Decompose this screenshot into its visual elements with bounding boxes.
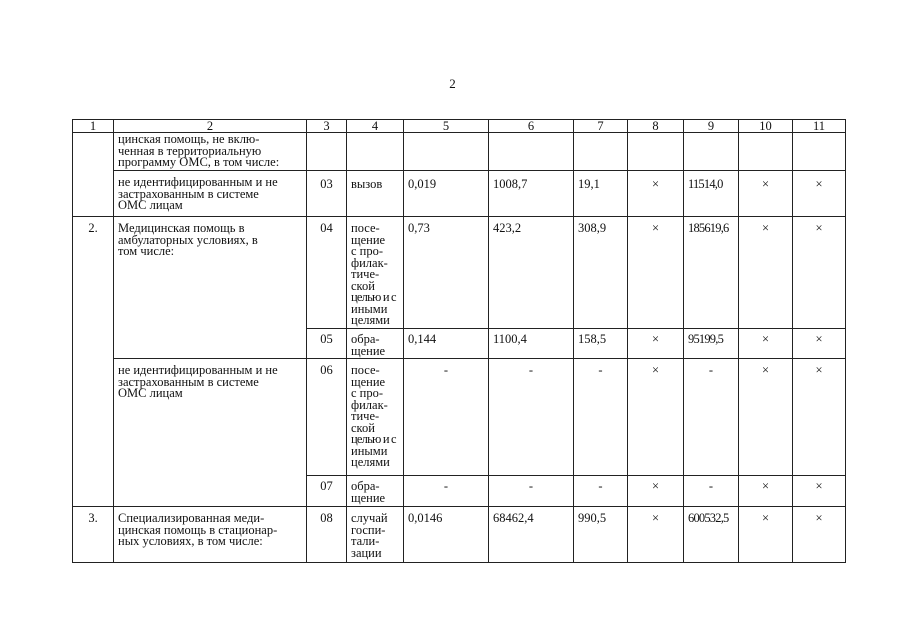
code-cell: 08 — [307, 507, 347, 563]
text-line: ской — [351, 278, 375, 293]
cell: 95199,5 — [684, 329, 739, 359]
header-cell: 5 — [404, 120, 489, 133]
cell: × — [628, 507, 684, 563]
text-line: застрахованным в системе — [118, 186, 259, 201]
text-line: посе- — [351, 363, 380, 377]
cell: 600532,5 — [684, 507, 739, 563]
cell: - — [489, 476, 574, 507]
cell — [404, 133, 489, 171]
cell — [307, 133, 347, 171]
row-number-cell: 3. — [73, 507, 114, 563]
text-line: не идентифицированным и не — [118, 363, 278, 377]
text-line: цинская помощь в стационар- — [118, 522, 278, 537]
text-line: щение — [351, 232, 386, 247]
header-cell: 11 — [793, 120, 846, 133]
text-line: том числе: — [118, 244, 175, 258]
cell: × — [739, 476, 793, 507]
text-line: с про- — [351, 244, 384, 258]
cell: 158,5 — [574, 329, 628, 359]
cell: - — [684, 476, 739, 507]
unit-cell — [347, 507, 404, 563]
header-cell: 9 — [684, 120, 739, 133]
text-line: ской — [351, 420, 375, 435]
text-line: обра- — [351, 332, 380, 346]
row-number-cell: 2. — [73, 217, 114, 507]
text-line: целями — [351, 455, 390, 469]
header-cell: 2 — [114, 120, 307, 133]
code-cell: 06 — [307, 359, 347, 476]
unit-cell — [347, 359, 404, 476]
text-line: цинская помощь, не вклю- — [118, 132, 260, 146]
code-cell: 04 — [307, 217, 347, 329]
text-line: программу ОМС, в том числе: — [118, 155, 280, 169]
text-line: с про- — [351, 386, 384, 400]
header-cell: 7 — [574, 120, 628, 133]
code-cell: 03 — [307, 171, 347, 217]
row-name-cell — [114, 133, 307, 171]
unit-cell — [347, 329, 404, 359]
header-cell: 8 — [628, 120, 684, 133]
text-line: амбулаторных условиях, в — [118, 232, 258, 247]
cell: 0,0146 — [404, 507, 489, 563]
table-row — [73, 171, 846, 217]
text-line: иными — [351, 301, 388, 316]
cell — [628, 133, 684, 171]
text-line: ОМС лицам — [118, 386, 183, 400]
text-line: Специализированная меди- — [118, 511, 265, 525]
cell: 0,73 — [404, 217, 489, 329]
text-line: госпи- — [351, 522, 386, 537]
text-line: посе- — [351, 221, 380, 235]
cell — [347, 133, 404, 171]
cell: 1100,4 — [489, 329, 574, 359]
cell — [684, 133, 739, 171]
cell: × — [793, 217, 846, 329]
cell — [739, 133, 793, 171]
table-row — [73, 133, 846, 171]
cell: 19,1 — [574, 171, 628, 217]
cell — [574, 133, 628, 171]
cell — [489, 133, 574, 171]
cell: × — [739, 171, 793, 217]
column-number-row — [73, 120, 846, 133]
row-name-cell — [114, 217, 307, 359]
text-line: зации — [351, 545, 382, 560]
text-line: застрахованным в системе — [118, 374, 259, 389]
cell: 990,5 — [574, 507, 628, 563]
cell: 185619,6 — [684, 217, 739, 329]
cell: × — [628, 476, 684, 507]
text-line: ОМС лицам — [118, 198, 183, 212]
text-line: филак- — [351, 397, 388, 412]
unit-cell — [347, 217, 404, 329]
cell: 11514,0 — [684, 171, 739, 217]
text-line: иными — [351, 443, 388, 458]
text-line: Медицинская помощь в — [118, 221, 245, 235]
text-line: целями — [351, 313, 390, 327]
code-cell: 07 — [307, 476, 347, 507]
text-line: тали- — [351, 534, 380, 548]
cell: - — [404, 359, 489, 476]
cell: × — [793, 507, 846, 563]
code-cell: 05 — [307, 329, 347, 359]
unit-cell — [347, 171, 404, 217]
cell: 0,144 — [404, 329, 489, 359]
text-line: обра- — [351, 479, 380, 493]
cell: × — [628, 359, 684, 476]
cell: × — [793, 476, 846, 507]
page-number: 2 — [449, 76, 456, 91]
text-line: тиче- — [351, 267, 380, 281]
unit-cell — [347, 476, 404, 507]
text-line: случай — [351, 511, 388, 525]
cell: 1008,7 — [489, 171, 574, 217]
cell: - — [489, 359, 574, 476]
cell — [793, 133, 846, 171]
text-line: тиче- — [351, 409, 380, 423]
text-line: ных условиях, в том числе: — [118, 534, 263, 548]
row-name-cell — [114, 359, 307, 507]
table-row — [73, 217, 846, 329]
header-cell: 4 — [347, 120, 404, 133]
text-line: филак- — [351, 255, 388, 270]
cell: × — [739, 329, 793, 359]
cell: × — [739, 217, 793, 329]
cell: - — [684, 359, 739, 476]
cell: 423,2 — [489, 217, 574, 329]
cell: × — [628, 329, 684, 359]
header-cell: 10 — [739, 120, 793, 133]
row-name-cell — [114, 507, 307, 563]
cell: - — [574, 476, 628, 507]
cell: - — [574, 359, 628, 476]
text-line: щение — [351, 374, 386, 389]
cell: × — [793, 359, 846, 476]
text-line: щение — [351, 490, 386, 505]
text-line: целью и с — [351, 432, 396, 446]
text-line: ченная в территориальную — [118, 143, 262, 158]
row-name-cell — [114, 171, 307, 217]
header-cell: 6 — [489, 120, 574, 133]
table-row — [73, 359, 846, 476]
cell: 0,019 — [404, 171, 489, 217]
data-table — [72, 119, 846, 563]
header-cell: 1 — [73, 120, 114, 133]
header-cell: 3 — [307, 120, 347, 133]
row-number-cell — [73, 133, 114, 217]
table-row — [73, 507, 846, 563]
cell: × — [628, 217, 684, 329]
cell: × — [793, 171, 846, 217]
text-line: целью и с — [351, 290, 396, 304]
cell: 308,9 — [574, 217, 628, 329]
cell: × — [628, 171, 684, 217]
cell: × — [739, 507, 793, 563]
text-line: вызов — [351, 177, 383, 191]
cell: × — [739, 359, 793, 476]
cell: × — [793, 329, 846, 359]
text-line: не идентифицированным и не — [118, 175, 278, 189]
cell: - — [404, 476, 489, 507]
cell: 68462,4 — [489, 507, 574, 563]
text-line: щение — [351, 343, 386, 358]
